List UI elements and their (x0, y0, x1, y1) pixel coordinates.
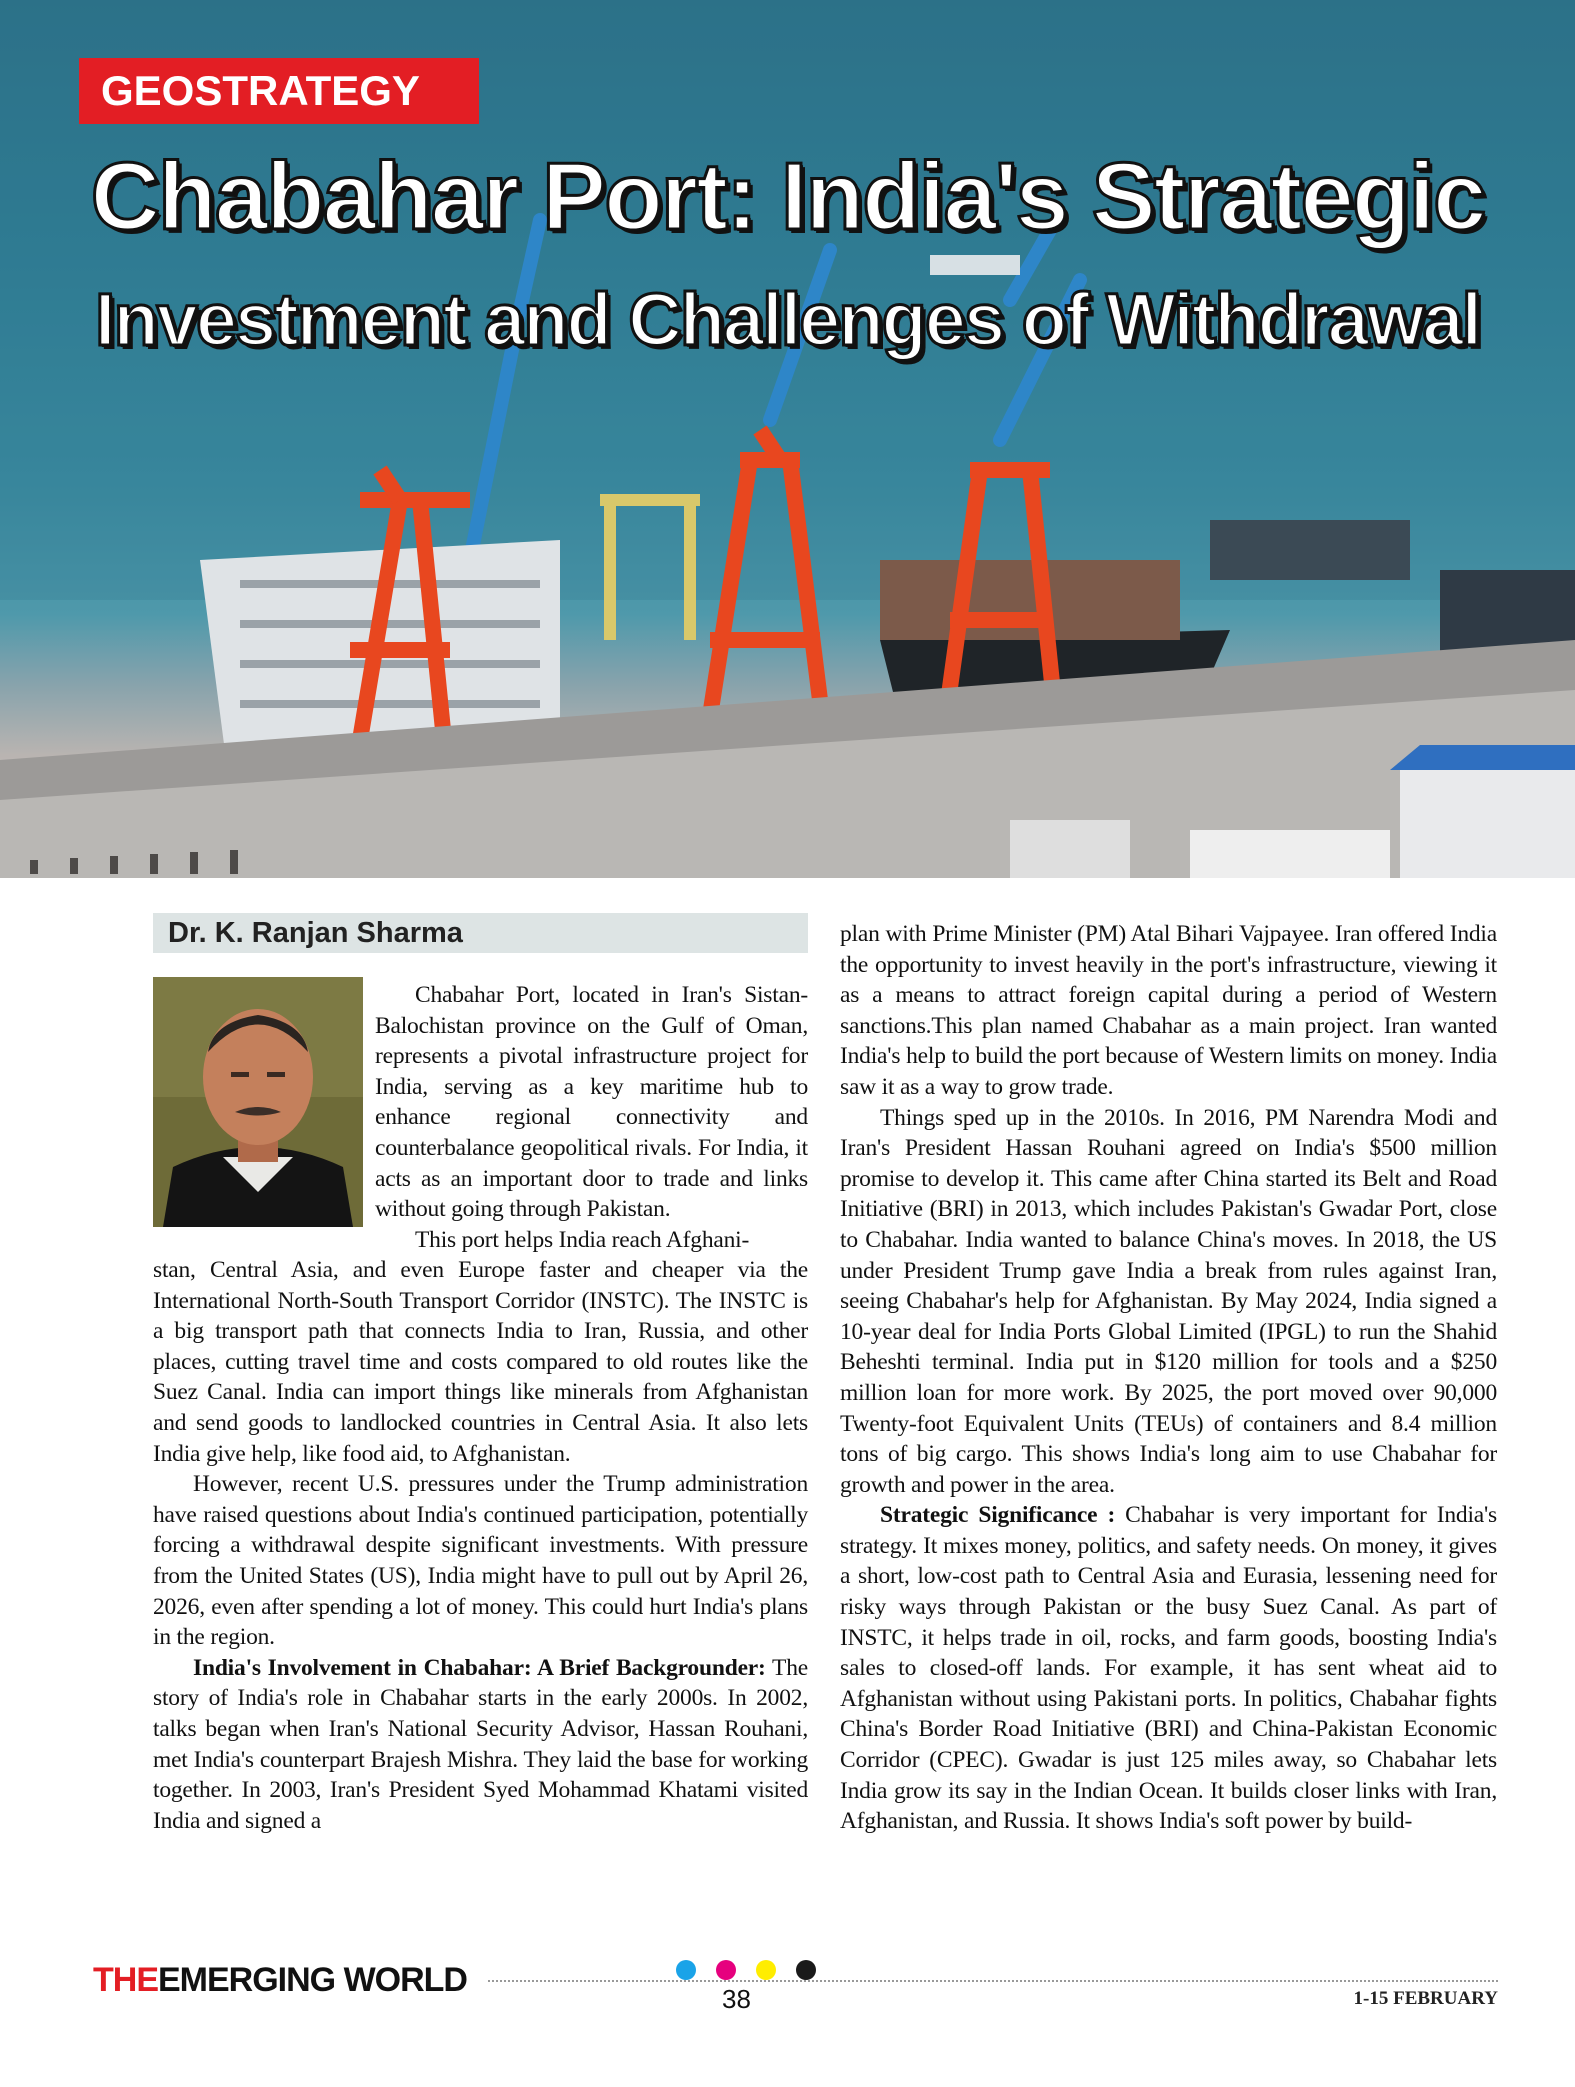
page-number: 38 (722, 1984, 751, 2014)
article-intro (375, 980, 808, 1255)
brand-name: EMERGING WORLD (158, 1961, 467, 1999)
paragraph-4-cont: plan with Prime Minister (PM) Atal Bihari Vajpayee. Iran offered India the opportunity to invest heavily in the port's infrastructure, viewing it as a means to attract foreign capital during a period of Western sanctions.This plan named Chabahar as a main project. Iran wanted India's help to build the port because of Western limits on money. India saw it as a way to grow trade. (840, 921, 1497, 1100)
hero-photo (0, 0, 1575, 878)
paragraph-4 (153, 1653, 808, 1837)
headline-1-text: Chabahar Port: India's Strategic (90, 143, 1485, 250)
paragraph-4-text: The story of India's role in Chabahar starts in the early 2000s. In 2002, talks began when Iran's National Security Advisor, Hassan Rouhani, met India's counterpart Brajesh Mishra. They laid the base for working together. In 2003, Iran's President Syed Mohammad Khatami visited India and signed a (153, 1654, 808, 1834)
author-byline: Dr. K. Ranjan Sharma (168, 917, 463, 949)
paragraph-5: Things sped up in the 2010s. In 2016, PM Narendra Modi and Iran's President Hassan Rouhani agreed on India's $500 million promise to develop it. This came after China started its Belt and Road Initiative (BRI) in 2013, which includes Pakistan's Gwadar Port, close to Chabahar. India wanted to balance China's moves. In 2018, the US under President Trump gave India a break from rules against Iran, seeing Chabahar's help for Afghanistan. By May 2024, India signed a 10-year deal for India Ports Global Limited (IPGL) to run the Shahid Beheshti terminal. India put in $120 million for tools and a $250 million loan for more work. By 2025, the port moved over 90,000 Twenty-foot Equivalent Units (TEUs) of containers and 8.4 million tons of big cargo. This shows India's long aim to use Chabahar for growth and power in the area. (840, 1104, 1497, 1498)
port-cranes-illustration (0, 0, 1575, 878)
footer-divider (488, 1980, 1498, 1982)
article-column-left (153, 1255, 808, 1836)
subheading-strategic-significance: Strategic Significance : (880, 1502, 1116, 1529)
publication-logo (93, 1960, 467, 2000)
headline-line-1 (0, 142, 1575, 252)
paragraph-3: However, recent U.S. pressures under the Trump administration have raised questions about India's continued participation, potentially forcing a withdrawal despite significant investments. With pressure from the United States (US), India might have to pull out by April 26, 2026, even after spending a lot of money. This could hurt India's plans in the region. (153, 1471, 808, 1651)
paragraph-6-text: Chabahar is very important for India's strategy. It mixes money, politics, and safety needs. On money, it gives a short, low-cost path to Central Asia and Eurasia, lessening need for risky ways through Pakistan or the busy Suez Canal. As part of INSTC, it helps trade in oil, rocks, and farm goods, boosting India's sales to closed-off lands. For example, it has sent wheat aid to Afghanistan without using Pakistani ports. In politics, Chabahar fights China's Border Road Initiative (BRI) and China-Pakistan Economic Corridor (CPEC). Gwadar is just 125 miles away, so Chabahar lets India grow its say in the Indian Ocean. It builds closer links with Iran, Afghanistan, and Russia. It shows India's soft power by build- (840, 1502, 1497, 1835)
author-portrait-icon (153, 977, 363, 1227)
section-tag: GEOSTRATEGY (79, 58, 479, 124)
subheading-background: India's Involvement in Chabahar: A Brief Backgrounder: (193, 1654, 766, 1681)
paragraph-2-cont: stan, Central Asia, and even Europe faster and cheaper via the International North-South Transport Corridor (INSTC). The INSTC is a big transport path that connects India to Iran, Russia, and other places, cutting travel time and costs compared to old routes like the Suez Canal. India can import things like minerals from Afghanistan and send goods to landlocked countries in Central Asia. It also lets India give help, like food aid, to Afghanistan. (153, 1257, 808, 1467)
headline-line-2 (0, 276, 1575, 364)
paragraph-intro: Chabahar Port, located in Iran's Sistan-Balochistan province on the Gulf of Oman, represents a pivotal infrastructure project for India, serving as a key maritime hub to enhance regional connectivity and counterbalance geopolitical rivals. For India, it acts as an important door to trade and links without going through Pakistan. (375, 982, 808, 1223)
paragraph-6 (840, 1500, 1497, 1837)
registration-dot-magenta-icon (716, 1960, 736, 1980)
paragraph-2-start: This port helps India reach Afghani- (415, 1226, 750, 1253)
registration-dot-cyan-icon (676, 1960, 696, 1980)
registration-dot-yellow-icon (756, 1960, 776, 1980)
headline-2-text: Investment and Challenges of Withdrawal (94, 278, 1481, 361)
issue-date: 1-15 FEBRUARY (1353, 1988, 1498, 2009)
article-column-right (840, 919, 1497, 1837)
brand-the: THE (93, 1961, 158, 1999)
author-photo (153, 977, 363, 1227)
registration-dot-black-icon (796, 1960, 816, 1980)
